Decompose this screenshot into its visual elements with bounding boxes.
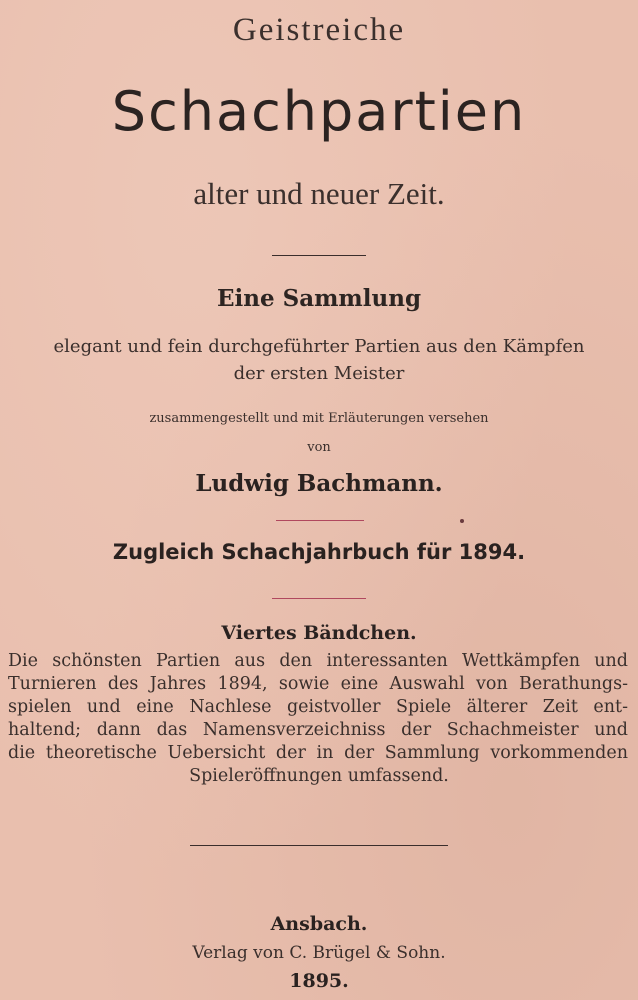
imprint-city: Ansbach. [270, 913, 368, 935]
collection-description-line1: elegant und fein durchgeführter Partien aus den Kämpfen [53, 336, 585, 357]
divider-rule-3 [272, 598, 366, 599]
collection-heading: Eine Sammlung [216, 285, 422, 312]
collection-description-line2: der ersten Meister [233, 363, 405, 384]
title-line-geistreiche: Geistreiche [232, 12, 406, 48]
yearbook-line: Zugleich Schachjahrbuch für 1894. [112, 540, 526, 564]
by-word: von [307, 440, 331, 455]
divider-rule-4 [190, 845, 448, 846]
author-name: Ludwig Bachmann. [195, 470, 443, 497]
volume-heading: Viertes Bändchen. [221, 622, 417, 644]
compiled-note: zusammengestellt und mit Erläuterungen versehen [149, 411, 489, 426]
imprint-publisher: Verlag von C. Brügel & Sohn. [192, 943, 446, 963]
imprint-year: 1895. [289, 970, 349, 992]
volume-paragraph-line: haltend; dann das Namensverzeichniss der Schachmeister und [8, 720, 628, 740]
volume-paragraph-line: Turnieren des Jahres 1894, sowie eine Auswahl von Berathungs- [8, 674, 628, 694]
volume-paragraph-line: Die schönsten Partien aus den interessanten Wettkämpfen und [8, 651, 628, 671]
title-subtitle: alter und neuer Zeit. [193, 176, 445, 211]
divider-rule-2 [276, 520, 364, 521]
divider-rule-1 [272, 255, 366, 256]
volume-paragraph-line: Spieleröffnungen umfassend. [189, 766, 449, 786]
ink-speck [460, 519, 464, 523]
volume-paragraph-line: spielen und eine Nachlese geistvoller Spiele älterer Zeit ent- [8, 697, 628, 717]
volume-paragraph-line: die theoretische Uebersicht der in der Sammlung vorkommenden [8, 743, 628, 763]
title-main-schachpartien: Schachpartien [111, 80, 527, 143]
